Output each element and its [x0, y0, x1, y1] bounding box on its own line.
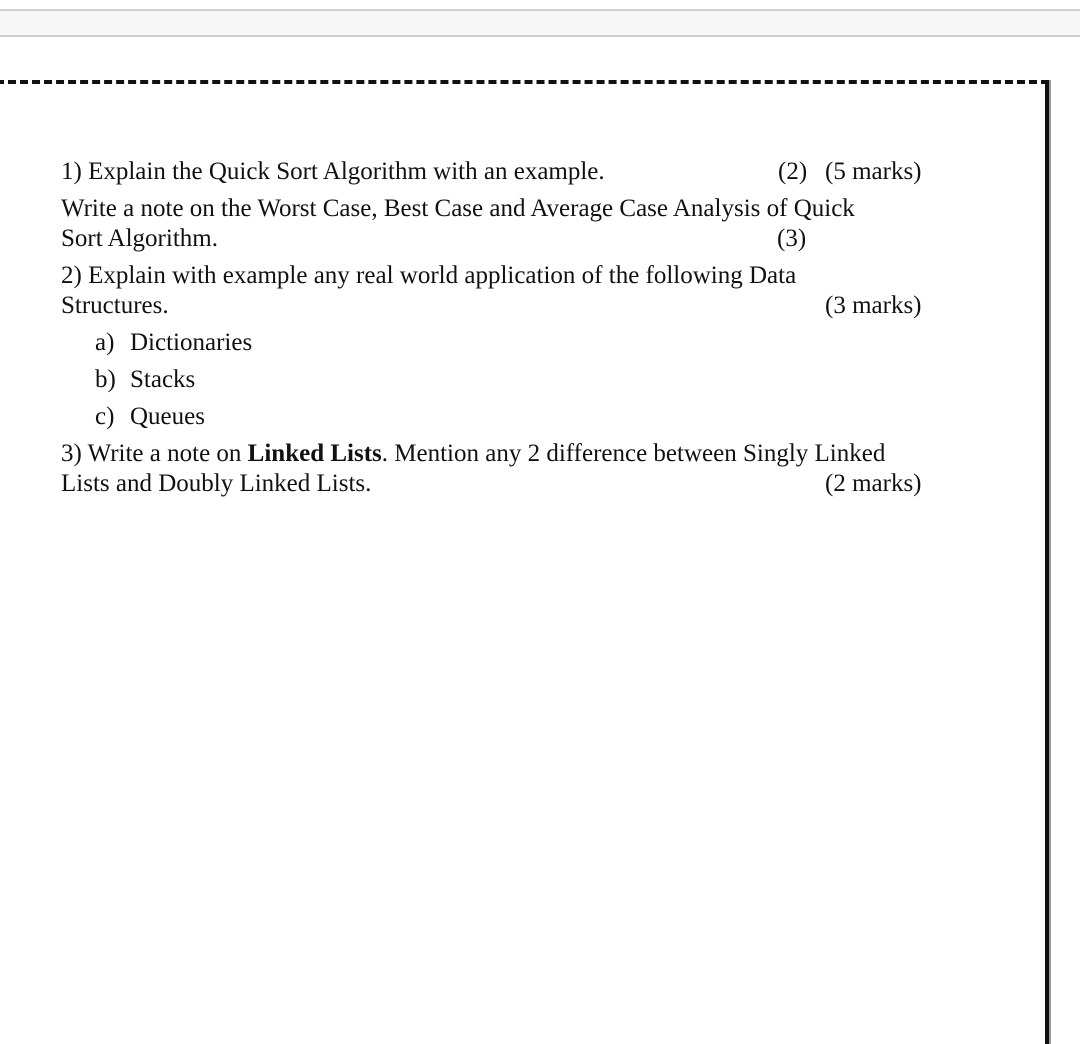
list-item-letter: c)	[95, 403, 115, 430]
question-1-note-line-2: Sort Algorithm.	[61, 225, 218, 252]
list-item-label: Dictionaries	[130, 329, 253, 356]
list-item-letter: a)	[95, 329, 115, 356]
toolbar-strip	[0, 9, 1080, 37]
list-item	[61, 365, 1036, 395]
question-3-bold-term: Linked Lists	[247, 440, 382, 467]
list-item-letter: b)	[95, 366, 116, 393]
question-paper	[61, 157, 1036, 506]
question-1-note-line-1: Write a note on the Worst Case, Best Case and Average Case Analysis of Quick	[61, 195, 855, 222]
question-1-note	[61, 194, 1036, 254]
question-2-line-1: 2) Explain with example any real world application of the following Data	[61, 262, 797, 289]
question-2-marks: (3 marks)	[825, 292, 922, 319]
list-item-label: Stacks	[130, 366, 196, 393]
question-3-line-2: Lists and Doubly Linked Lists.	[61, 470, 372, 497]
list-item	[61, 402, 1036, 432]
question-2-line-2: Structures.	[61, 292, 169, 319]
question-1-note-part-marker: (3)	[777, 225, 807, 252]
list-item	[61, 328, 1036, 358]
list-item-label: Queues	[130, 403, 205, 430]
question-2	[61, 261, 1036, 321]
question-1-part-marker: (2)	[778, 158, 808, 185]
question-3-marks: (2 marks)	[825, 470, 922, 497]
question-3-line-1	[61, 439, 885, 469]
question-3-prefix: 3) Write a note on	[61, 440, 248, 467]
question-1-text: 1) Explain the Quick Sort Algorithm with an example.	[61, 158, 605, 185]
question-3-suffix: . Mention any 2 difference between Singly Linked	[381, 440, 886, 467]
question-2-list	[61, 328, 1036, 432]
question-3	[61, 439, 1036, 499]
question-1	[61, 157, 1036, 187]
question-1-marks: (5 marks)	[825, 158, 922, 185]
